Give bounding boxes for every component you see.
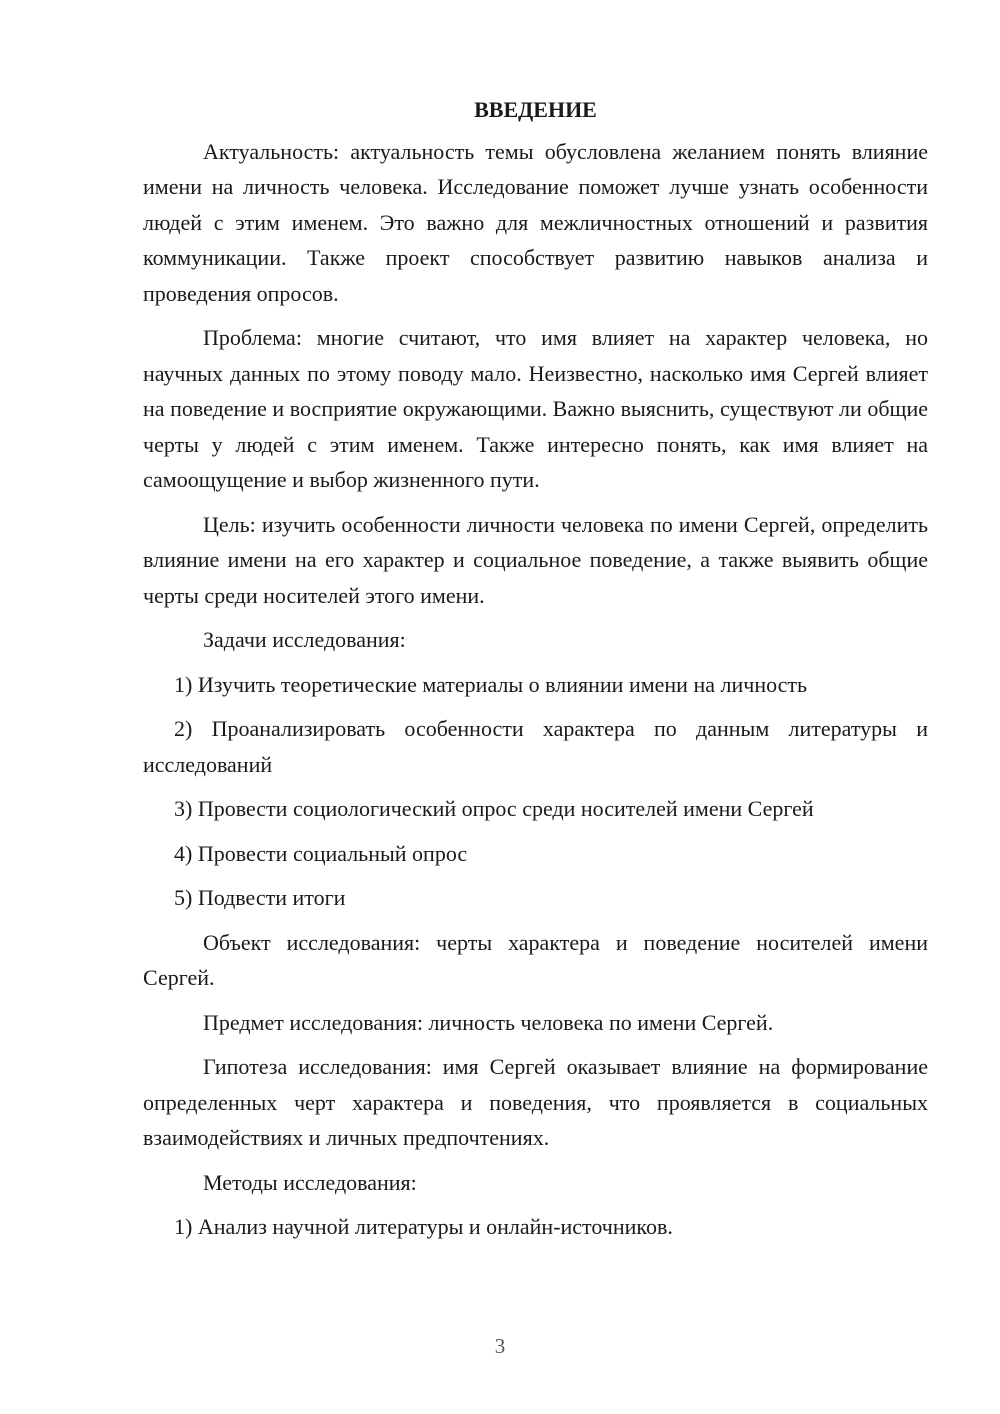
method-item-1: 1) Анализ научной литературы и онлайн-источников.: [174, 1214, 673, 1239]
problem-paragraph: Проблема: многие считают, что имя влияет на характер человека, но научных данных по этому поводу мало. Неизвестно, насколько имя Сергей влияет на поведение и восприятие окружающими. Важно выяснить, существуют ли общие черты у людей с этим именем. Также интересно понять, как имя влияет на самоощущение и выбор жизненного пути.: [143, 325, 928, 492]
relevance-paragraph: Актуальность: актуальность темы обусловлена желанием понять влияние имени на личность человека. Исследование поможет лучше узнать особенности людей с этим именем. Это важно для межличностных отношений и развития коммуникации. Также проект способствует развитию навыков анализа и проведения опросов.: [143, 138, 928, 306]
task-item-4: 4) Провести социальный опрос: [174, 840, 468, 866]
section-heading: ВВЕДЕНИЕ: [474, 97, 597, 122]
task-item-1: 1) Изучить теоретические материалы о влиянии имени на личность: [174, 671, 808, 697]
task-item-5: 5) Подвести итоги: [174, 885, 346, 910]
object-paragraph: Объект исследования: черты характера и поведение носителей имени Сергей.: [143, 929, 928, 990]
tasks-heading: Задачи исследования:: [203, 627, 406, 652]
hypothesis-paragraph: Гипотеза исследования: имя Сергей оказывает влияние на формирование определенных черт характера и поведения, что проявляется в социальных взаимодействиях и личных предпочтениях.: [143, 1054, 928, 1150]
task-item-3: 3) Провести социологический опрос среди носителей имени Сергей: [174, 796, 814, 821]
methods-heading: Методы исследования:: [203, 1169, 417, 1195]
page-number: 3: [494, 1334, 506, 1358]
subject-paragraph: Предмет исследования: личность человека по имени Сергей.: [203, 1009, 774, 1035]
goal-paragraph: Цель: изучить особенности личности человека по имени Сергей, определить влияние имени на его характер и социальное поведение, а также выявить общие черты среди носителей этого имени.: [143, 511, 928, 608]
document-page: [143, 92, 928, 1254]
task-item-2: 2) Проанализировать особенности характера по данным литературы и исследований: [143, 716, 928, 777]
